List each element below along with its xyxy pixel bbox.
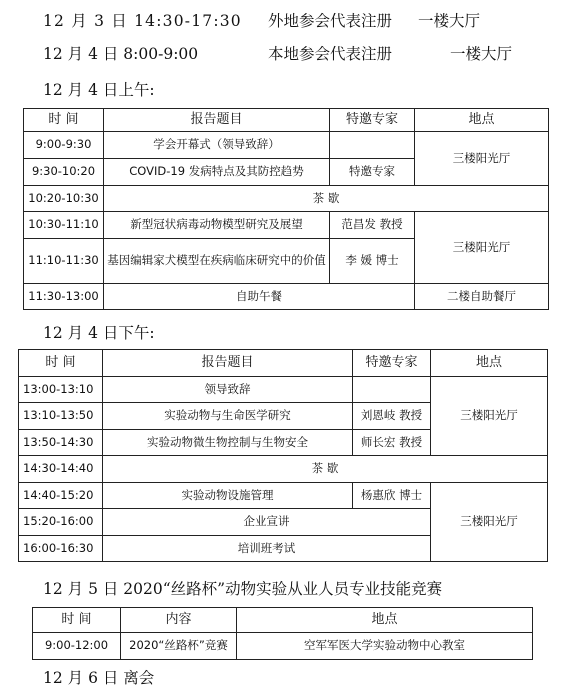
afternoon-row-3-time: 13:50-14:30 — [19, 430, 103, 456]
morning-row-5-time: 11:10-11:30 — [24, 239, 104, 284]
competition-row-1-content: 2020“丝路杯”竞赛 — [121, 633, 237, 660]
header-topic: 报告题目 — [103, 350, 353, 377]
morning-row-1-expert — [330, 132, 415, 159]
morning-row-1-time: 9:00-9:30 — [24, 132, 104, 159]
morning-row-5-expert: 李 媛 博士 — [330, 239, 415, 284]
departure-line: 12 月 6 日 离会 — [43, 669, 155, 687]
morning-row-6-place: 二楼自助餐厅 — [415, 284, 549, 310]
afternoon-row-7-time: 16:00-16:30 — [19, 536, 103, 562]
morning-row-2-expert: 特邀专家 — [330, 159, 415, 186]
competition-row-1-place: 空军军医大学实验动物中心教室 — [237, 633, 533, 660]
morning-row-6-time: 11:30-13:00 — [24, 284, 104, 310]
dec4-date: 12 月 4 日 8:00-9:00 — [43, 45, 199, 63]
morning-place-a: 三楼阳光厅 — [415, 132, 549, 186]
morning-row-4-time: 10:30-11:10 — [24, 212, 104, 239]
header-place: 地点 — [431, 350, 548, 377]
morning-row-3-topic: 茶 歇 — [104, 186, 549, 212]
afternoon-row-2-topic: 实验动物与生命医学研究 — [103, 403, 353, 430]
header-expert: 特邀专家 — [330, 109, 415, 132]
header-content: 内容 — [121, 608, 237, 633]
dec4-event: 本地参会代表注册 — [268, 45, 393, 63]
afternoon-row-1-time: 13:00-13:10 — [19, 377, 103, 403]
afternoon-place-b: 三楼阳光厅 — [431, 483, 548, 562]
afternoon-row-4-time: 14:30-14:40 — [19, 456, 103, 483]
afternoon-row-6-time: 15:20-16:00 — [19, 509, 103, 536]
afternoon-row-2-expert: 刘恩岐 教授 — [353, 403, 431, 430]
afternoon-row-1-topic: 领导致辞 — [103, 377, 353, 403]
morning-heading: 12 月 4 日上午: — [43, 81, 155, 99]
afternoon-row-3-expert: 师长宏 教授 — [353, 430, 431, 456]
competition-table — [32, 607, 533, 660]
morning-row-5-topic: 基因编辑家犬模型在疾病临床研究中的价值 — [104, 239, 330, 284]
afternoon-row-5-time: 14:40-15:20 — [19, 483, 103, 509]
afternoon-row-1-expert — [353, 377, 431, 403]
morning-row-1-topic: 学会开幕式（领导致辞） — [104, 132, 330, 159]
dec3-date: 12 月 3 日 14:30-17:30 — [43, 12, 242, 30]
dec4-place: 一楼大厅 — [450, 45, 513, 63]
competition-heading: 12 月 5 日 2020“丝路杯”动物实验从业人员专业技能竞赛 — [43, 580, 443, 598]
header-time: 时 间 — [24, 109, 104, 132]
afternoon-row-2-time: 13:10-13:50 — [19, 403, 103, 430]
afternoon-row-6-topic: 企业宣讲 — [103, 509, 431, 536]
dec3-place: 一楼大厅 — [418, 12, 481, 30]
afternoon-heading: 12 月 4 日下午: — [43, 324, 155, 342]
afternoon-row-5-expert: 杨惠欣 博士 — [353, 483, 431, 509]
header-time: 时 间 — [33, 608, 121, 633]
morning-row-4-topic: 新型冠状病毒动物模型研究及展望 — [104, 212, 330, 239]
morning-row-3-time: 10:20-10:30 — [24, 186, 104, 212]
dec3-event: 外地参会代表注册 — [268, 12, 393, 30]
morning-row-4-expert: 范昌发 教授 — [330, 212, 415, 239]
afternoon-row-4-topic: 茶 歇 — [103, 456, 548, 483]
morning-place-b: 三楼阳光厅 — [415, 212, 549, 284]
schedule-line-dec3 — [0, 9, 561, 29]
afternoon-row-5-topic: 实验动物设施管理 — [103, 483, 353, 509]
header-expert: 特邀专家 — [353, 350, 431, 377]
header-time: 时 间 — [19, 350, 103, 377]
schedule-line-dec4-registration — [0, 42, 561, 62]
header-place: 地点 — [237, 608, 533, 633]
morning-row-2-time: 9:30-10:20 — [24, 159, 104, 186]
afternoon-place-a: 三楼阳光厅 — [431, 377, 548, 456]
header-topic: 报告题目 — [104, 109, 330, 132]
morning-schedule-table — [23, 108, 549, 310]
afternoon-row-7-topic: 培训班考试 — [103, 536, 431, 562]
afternoon-schedule-table — [18, 349, 548, 562]
header-place: 地点 — [415, 109, 549, 132]
morning-row-6-topic: 自助午餐 — [104, 284, 415, 310]
afternoon-row-3-topic: 实验动物微生物控制与生物安全 — [103, 430, 353, 456]
competition-row-1-time: 9:00-12:00 — [33, 633, 121, 660]
morning-row-2-topic: COVID-19 发病特点及其防控趋势 — [104, 159, 330, 186]
